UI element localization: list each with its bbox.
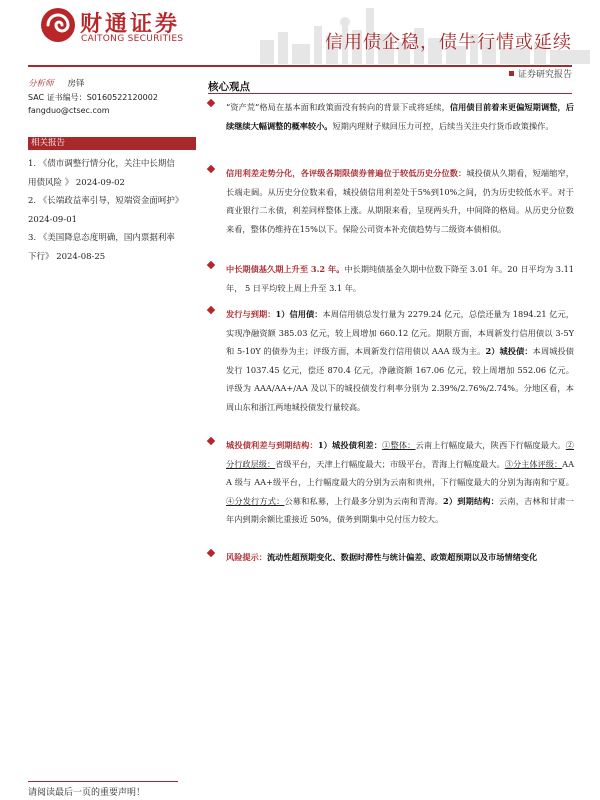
text-run-bold: 流动性超预期变化、数据时滞性与统计偏差、政策超预期以及市场情绪变化 xyxy=(266,552,538,562)
text-run: 本周城投债发行 1037.45 亿元，偿还 870.4 亿元，净融资额 167.06 亿元，较上周增加 552.06 亿元。评级为 AAA/AA+/AA 及以下的城投债发行利率分别为 2.39%/2.76%/2.74%。分地区看，本周山东和浙江两地城投债发行量较高。 xyxy=(226,346,574,412)
footer-divider xyxy=(28,781,178,782)
related-report-line[interactable]: 2. 《长端政益率引导，短端资金面呵护》 xyxy=(28,196,184,206)
text-run-highlight: 信用利差走势分化，各评级各期限债券普遍位于较低历史分位数： xyxy=(226,168,467,178)
related-report-line[interactable]: 2024-09-01 xyxy=(28,214,78,225)
text-run: 中长期纯债基金久期中位数下降至 3.01 年。20 日平均为 3.11 年， 5 日平均较上周上升至 3.1 年。 xyxy=(226,264,574,293)
text-run-underline: ④分发行方式： xyxy=(226,495,285,506)
bullet-text xyxy=(226,305,574,417)
text-run: 公募和私募，上行最多分别为云南和青海。 xyxy=(284,495,444,506)
brand-name-cn: 财通证券 xyxy=(80,12,181,37)
footer-disclaimer: 请阅读最后一页的重要声明！ xyxy=(28,788,146,798)
text-run-bold: 信用债目前着来更偏短期调整，后续继续大幅调整的概率较小。 xyxy=(226,102,574,131)
header-divider xyxy=(28,65,572,67)
text-run: “资产荒”格局在基本面和政策面没有转向的背景下或将延续， xyxy=(226,102,450,112)
related-reports-heading: 相关报告 xyxy=(28,137,196,150)
bullet-text xyxy=(226,98,574,135)
diamond-bullet-icon xyxy=(207,437,215,445)
bullet-text xyxy=(226,436,574,529)
text-run-bold: 2）城投债： xyxy=(485,346,533,357)
text-run: 省级平台，天津上行幅度最大；市级平台，青海上行幅度最大。 xyxy=(275,458,505,469)
diamond-bullet-icon xyxy=(207,549,215,557)
text-run-bold: 1）信用债： xyxy=(275,309,323,319)
related-report-line[interactable]: 下行》 2024-08-25 xyxy=(28,251,106,262)
text-run-bold: 1）城投债利差： xyxy=(317,440,383,450)
text-run-highlight: 风险提示： xyxy=(226,552,267,562)
related-report-line[interactable]: 1. 《债市调整行情分化，关注中长期信 xyxy=(28,159,175,169)
related-report-line[interactable]: 3. 《美国降息态度明确，国内票据利率 xyxy=(28,233,175,243)
analyst-name: 房铎 xyxy=(67,79,85,89)
text-run-underline: ②分行政层级： xyxy=(226,440,574,469)
bullet-text xyxy=(226,548,574,567)
text-run-highlight: 发行与到期： xyxy=(226,309,276,319)
brand-logo xyxy=(40,5,200,47)
diamond-bullet-icon xyxy=(207,165,215,173)
text-run-highlight: 城投债利差与到期结构： xyxy=(226,440,318,450)
text-run: 城投债从久期看，短端缩窄，长端走阔。从历史分位数来看，城投债信用利差处于5%到10%之间，仍为历史较低水平。对于商业银行二永债，利差同样整体上涨。从期限来看，呈现两头升，中间降的格局。从历史分位数来看，整体仍维持在15%以下。保险公司资本补充债趋势与二级资本债相似。 xyxy=(226,168,574,234)
related-reports-list xyxy=(28,155,200,266)
text-run: 云南，吉林和甘肃一年内到期余额比重接近 50%，债务到期集中兑付压力较大。 xyxy=(226,495,574,525)
section-divider xyxy=(208,93,572,94)
sac-number: S0160522120002 xyxy=(86,93,158,102)
text-run: 本周信用债总发行量为 2279.24 亿元，总偿还量为 1894.21 亿元，实现净融资额 385.03 亿元，较上周增加 660.12 亿元。期限方面，本周新发行信用债以 3-5Y 和 5-10Y 的债券为主；评级方面，本周新发行信用债以 AAA 级为主。 xyxy=(226,309,574,357)
related-report-line[interactable]: 用债风险 》 2024-09-02 xyxy=(28,177,125,188)
text-run-underline: ①整体： xyxy=(382,440,416,450)
bullet-text xyxy=(226,260,574,297)
brand-name-en: CAITONG SECURITIES xyxy=(81,34,184,44)
analyst-role: 分析师 xyxy=(28,79,54,89)
diamond-bullet-icon xyxy=(207,99,215,107)
report-type-label: 证券研究报告 xyxy=(509,67,572,80)
report-title: 信用债企稳，债牛行情或延续 xyxy=(325,32,572,53)
caitong-logo-icon xyxy=(40,7,76,43)
bullet-text xyxy=(226,164,574,238)
analyst-info xyxy=(28,78,196,117)
text-run: 短期内理财子赎回压力可控，后续当关注央行货币政策操作。 xyxy=(332,120,554,131)
core-views-heading: 核心观点 xyxy=(208,81,250,93)
diamond-bullet-icon xyxy=(207,306,215,314)
diamond-bullet-icon xyxy=(207,261,215,269)
text-run-bold: 2）到期结构： xyxy=(443,495,499,506)
text-run: AAA 级与 AA+级平台，上行幅度最大的分别为云南和贵州，下行幅度最大的分别为海南和宁夏。 xyxy=(226,458,574,488)
analyst-email[interactable]: fangduo@ctsec.com xyxy=(28,106,110,115)
sac-label: SAC 证书编号： xyxy=(28,93,87,102)
text-run: 云南上行幅度最大，陕西下行幅度最大。 xyxy=(415,440,566,450)
text-run-underline: ③分主体评级： xyxy=(504,458,563,469)
text-run-highlight: 中长期债基久期上升至 3.2 年。 xyxy=(226,264,345,274)
